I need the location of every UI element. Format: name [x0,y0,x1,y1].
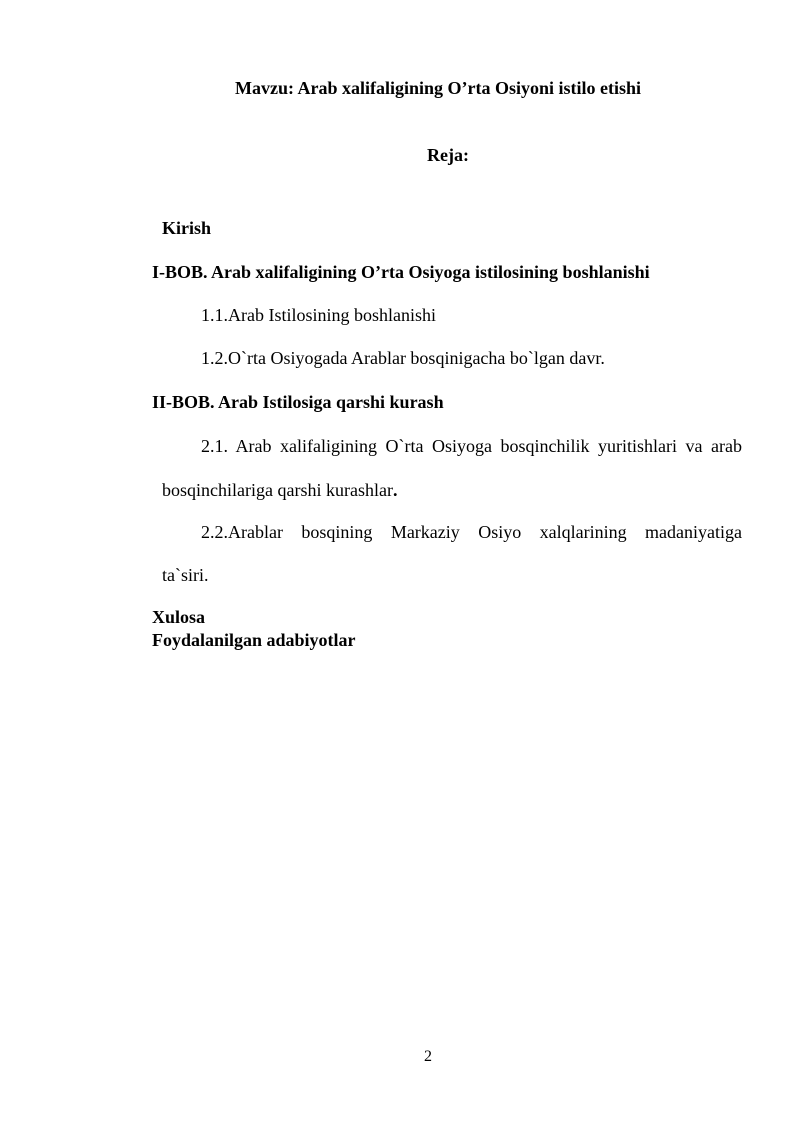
chapter1-heading: I-BOB. Arab xalifaligining O’rta Osiyoga istilosining boshlanishi [152,262,650,282]
plan-heading: Reja: [427,145,469,165]
chapter2-item1-line1: 2.1. Arab xalifaligining O`rta Osiyoga bosqinchilik yuritishlari va arab [201,436,742,456]
chapter1-item2: 1.2.O`rta Osiyogada Arablar bosqinigacha bo`lgan davr. [201,348,605,368]
chapter1-item1: 1.1.Arab Istilosining boshlanishi [201,305,436,325]
page-number: 2 [424,1048,432,1065]
chapter2-item2-line1: 2.2.Arablar bosqining Markaziy Osiyo xalqlarining madaniyatiga [201,522,742,542]
conclusion-heading: Xulosa [152,607,206,627]
intro-heading: Kirish [162,218,212,238]
chapter2-heading: II-BOB. Arab Istilosiga qarshi kurash [152,392,444,412]
chapter2-item1-line2 [162,479,397,501]
chapter2-item1-line2-end: . [392,480,398,500]
chapter2-item1-line2-text: bosqinchilariga qarshi kurashlar [162,480,393,500]
chapter2-item2-line2: ta`siri. [162,565,209,585]
document-title: Mavzu: Arab xalifaligining O’rta Osiyoni istilo etishi [235,78,642,98]
references-heading: Foydalanilgan adabiyotlar [152,630,356,650]
